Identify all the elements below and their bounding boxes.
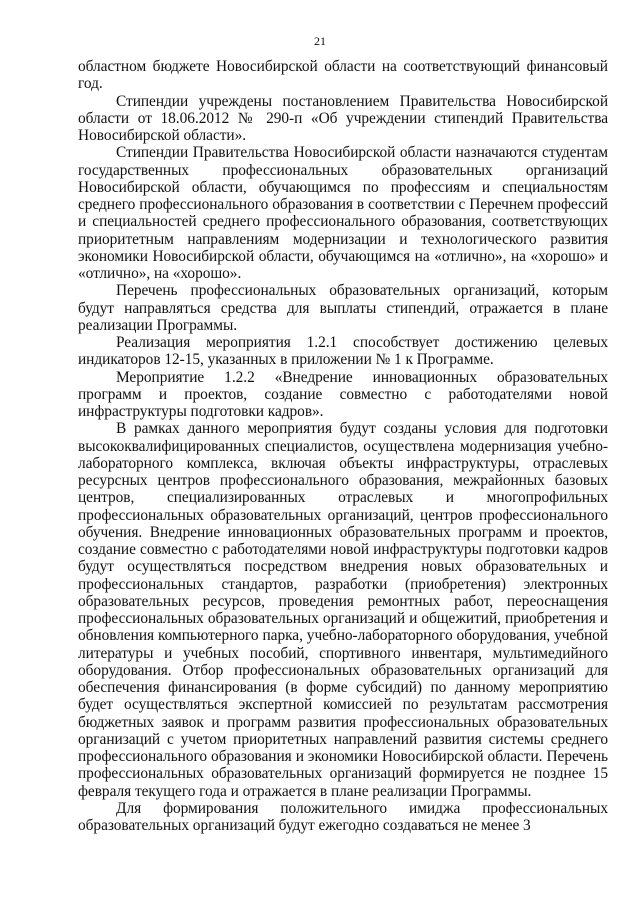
page-number: 21 — [314, 34, 326, 48]
paragraph-measure-1-2-2-title: Мероприятие 1.2.2 «Внедрение инновационных образовательных программ и проектов, создание совместно с работодателями новой инфраструктуры подготовки кадров». — [78, 368, 608, 420]
paragraph-measure-1-2-1: Реализация мероприятия 1.2.1 способствует достижению целевых индикаторов 12-15, указанных в приложении № 1 к Программе. — [78, 334, 608, 369]
document-body — [78, 58, 608, 834]
paragraph-scholarship-decree: Стипендии учреждены постановлением Правительства Новосибирской области от 18.06.2012 № 290-п «Об учреждении стипендий Правительства Новосибирской области». — [78, 92, 608, 144]
paragraph-continuation: областном бюджете Новосибирской области на соответствующий финансовый год. — [78, 58, 608, 93]
paragraph-image-formation: Для формирования положительного имиджа профессиональных образовательных организаций будут ежегодно создаваться не менее 3 — [78, 799, 608, 834]
paragraph-scholarship-eligibility: Стипендии Правительства Новосибирской области назначаются студентам государственных профессиональных образовательных организаций Новосибирской области, обучающимся по профессиям и специальностям среднего профессионального образования в соответствии с Перечнем профессий и специальностей среднего профессионального образования, соответствующих приоритетным направлениям модернизации и технологического развития экономики Новосибирской области, обучающимся на «отлично», на «хорошо» и «отлично», на «хорошо». — [78, 144, 608, 282]
paragraph-organizations-list: Перечень профессиональных образовательных организаций, которым будут направляться средства для выплаты стипендий, отражается в плане реализации Программы. — [78, 282, 608, 334]
paragraph-measure-1-2-2-details: В рамках данного мероприятия будут созданы условия для подготовки высококвалифицированных специалистов, осуществлена модернизация учебно-лабораторного комплекса, включая объекты инфраструктуры, отраслевых ресурсных центров профессионального образования, межрайонных базовых центров, специализированных отраслевых и многопрофильных профессиональных образовательных организаций, центров профессионального обучения. Внедрение инновационных образовательных программ и проектов, создание совместно с работодателями новой инфраструктуры подготовки кадров будут осуществляться посредством внедрения новых образовательных и профессиональных стандартов, разработки (приобретения) электронных образовательных ресурсов, проведения ремонтных работ, переоснащения профессиональных образовательных организаций и общежитий, приобретения и обновления компьютерного парка, учебно-лабораторного оборудования, учебной литературы и учебных пособий, спортивного инвентаря, мультимедийного оборудования. Отбор профессиональных образовательных организаций для обеспечения финансирования (в форме субсидий) по данному мероприятию будет осуществляться экспертной комиссией по результатам рассмотрения бюджетных заявок и программ развития профессиональных образовательных организаций с учетом приоритетных направлений развития системы среднего профессионального образования и экономики Новосибирской области. Перечень профессиональных образовательных организаций формируется не позднее 15 февраля текущего года и отражается в плане реализации Программы. — [78, 420, 608, 800]
